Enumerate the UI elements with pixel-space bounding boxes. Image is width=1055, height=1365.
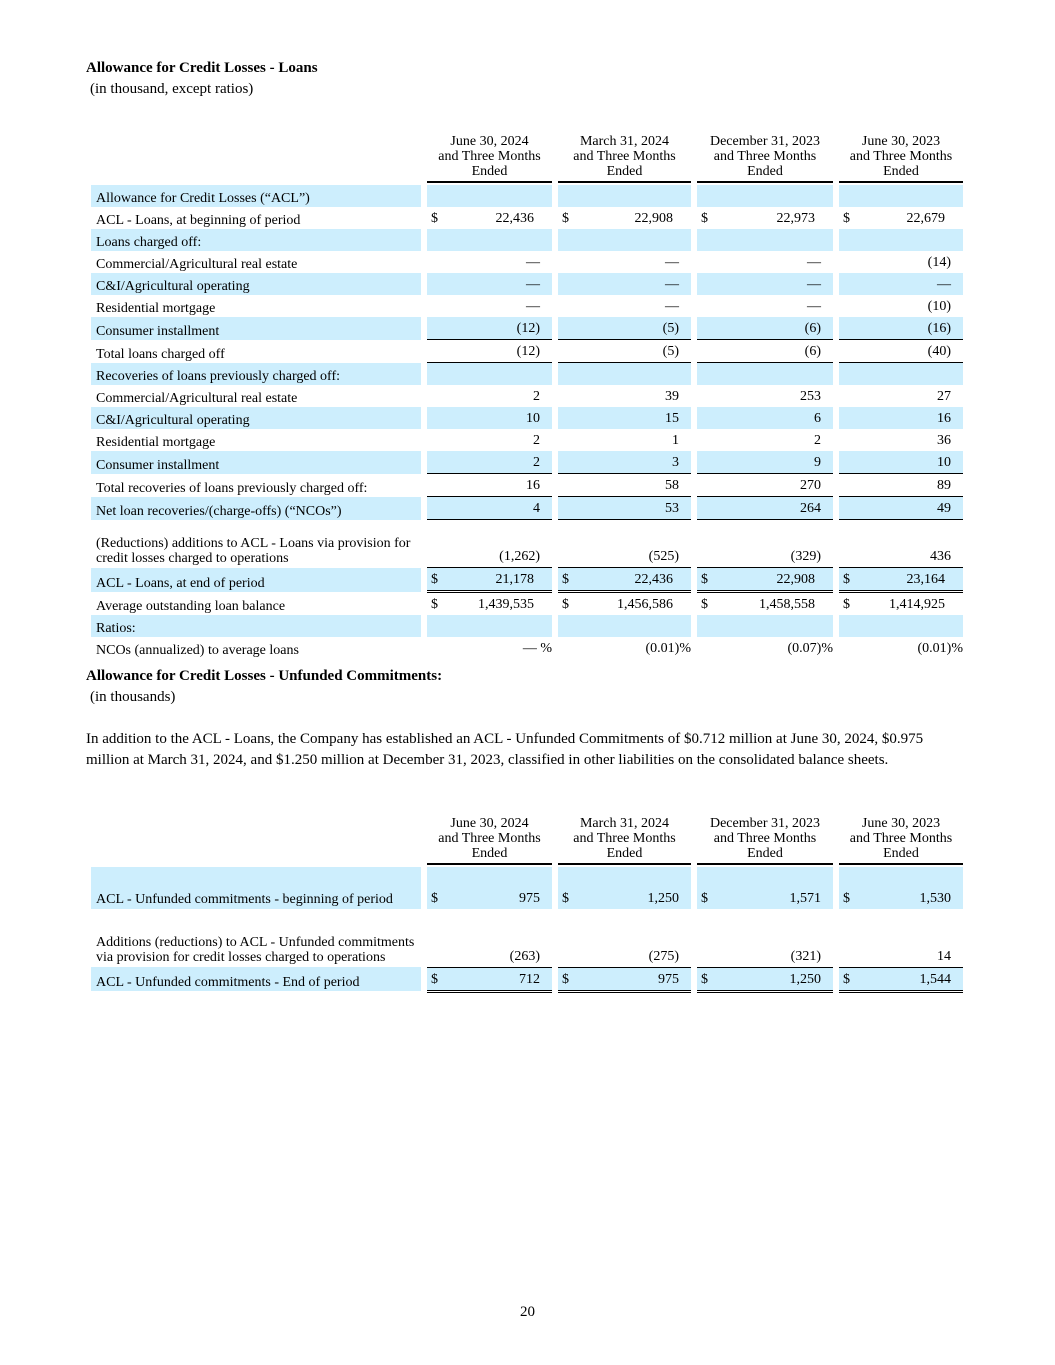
table-cell xyxy=(558,317,691,340)
cell-value: 22,908 xyxy=(776,572,815,587)
cell-value: (40) xyxy=(927,344,951,359)
acl-loans-body xyxy=(91,185,963,659)
table-row xyxy=(91,429,963,451)
table-row xyxy=(91,273,963,295)
cell-value: (6) xyxy=(804,344,821,359)
table-cell xyxy=(839,185,963,207)
cell-value: (263) xyxy=(509,948,540,964)
cell-value: — xyxy=(665,299,679,314)
cell-value: 16 xyxy=(937,411,951,426)
currency-symbol: $ xyxy=(701,211,708,226)
cell-value: 49 xyxy=(937,501,951,516)
currency-symbol: $ xyxy=(562,597,569,612)
table-row xyxy=(91,909,963,967)
section2-paragraph: In addition to the ACL - Loans, the Company has established an ACL - Unfunded Commitments of $0.712 million at June 30, 2024, $0.975 million at March 31, 2024, and $1.250 million at December 31, 2023, classified in other liabilities on the consolidated balance sheets. xyxy=(86,731,924,768)
table-cell xyxy=(558,429,691,451)
table-row xyxy=(91,340,963,363)
table-cell xyxy=(558,273,691,295)
column-header: December 31, 2023 and Three Months Ended xyxy=(697,134,833,182)
table-cell xyxy=(839,637,963,659)
row-label: Net loan recoveries/(charge-offs) (“NCOs”) xyxy=(91,497,421,520)
table-cell xyxy=(839,520,963,568)
row-label: ACL - Loans, at beginning of period xyxy=(96,213,301,228)
currency-symbol: $ xyxy=(701,891,708,906)
table-cell xyxy=(697,637,833,659)
table-row xyxy=(91,295,963,317)
table-row xyxy=(91,615,963,637)
cell-value: 975 xyxy=(658,971,679,987)
row-label: ACL - Unfunded commitments - beginning of period xyxy=(91,867,421,909)
table-cell xyxy=(558,867,691,909)
cell-value: 10 xyxy=(526,411,540,426)
table-row xyxy=(91,185,963,207)
section1-subtitle: (in thousand, except ratios) xyxy=(90,81,254,97)
cell-value: 1,544 xyxy=(919,971,951,987)
cell-value: — xyxy=(526,255,540,270)
cell-value: (12) xyxy=(516,321,540,336)
table-row xyxy=(91,385,963,407)
cell-value: (14) xyxy=(927,255,951,270)
table-cell xyxy=(558,340,691,363)
currency-symbol: $ xyxy=(562,572,569,587)
cell-value: 4 xyxy=(533,501,540,516)
cell-value: 23,164 xyxy=(906,572,945,587)
currency-symbol: $ xyxy=(843,971,850,987)
table-cell xyxy=(839,363,963,386)
table-cell xyxy=(558,474,691,497)
table-cell xyxy=(558,615,691,637)
table-row xyxy=(91,407,963,429)
table-row xyxy=(91,251,963,273)
table-cell xyxy=(839,474,963,497)
cell-value: — % xyxy=(522,641,552,656)
table-cell xyxy=(697,497,833,520)
table-cell xyxy=(697,385,833,407)
cell-value: 264 xyxy=(800,501,821,516)
table-cell xyxy=(697,251,833,273)
table-cell xyxy=(839,615,963,637)
table-cell xyxy=(558,497,691,520)
table-cell xyxy=(697,340,833,363)
currency-symbol: $ xyxy=(701,572,708,587)
currency-symbol: $ xyxy=(843,597,850,612)
table-cell xyxy=(427,967,552,991)
row-label: NCOs (annualized) to average loans xyxy=(96,643,299,658)
table-cell xyxy=(839,429,963,451)
cell-value: — xyxy=(665,255,679,270)
cell-value: (321) xyxy=(790,948,821,964)
table-cell xyxy=(427,363,552,386)
cell-value: 21,178 xyxy=(495,572,534,587)
table-cell xyxy=(558,592,691,616)
cell-value: 1,250 xyxy=(789,971,821,987)
cell-value: 22,436 xyxy=(634,572,673,587)
row-label: Residential mortgage xyxy=(96,301,216,316)
table-cell xyxy=(427,251,552,273)
table-cell xyxy=(697,592,833,616)
cell-value: 36 xyxy=(937,433,951,448)
table-cell xyxy=(697,520,833,568)
cell-value: 1,456,586 xyxy=(617,597,673,612)
table-cell xyxy=(427,474,552,497)
table-cell xyxy=(839,295,963,317)
cell-value: 9 xyxy=(814,455,821,470)
cell-value: 39 xyxy=(665,389,679,404)
cell-value: 3 xyxy=(672,455,679,470)
table-row xyxy=(91,229,963,251)
cell-value: (10) xyxy=(927,299,951,314)
table-cell xyxy=(839,207,963,229)
row-label: Additions (reductions) to ACL - Unfunded commitments via provision for credit losses charged to operations xyxy=(96,935,415,965)
cell-value: 53 xyxy=(665,501,679,516)
cell-value: 1 xyxy=(672,433,679,448)
cell-value: (5) xyxy=(662,344,679,359)
table-cell xyxy=(839,229,963,251)
cell-value: 975 xyxy=(519,891,540,906)
table-cell xyxy=(427,229,552,251)
table-cell xyxy=(558,251,691,273)
table-cell xyxy=(697,363,833,386)
column-header: June 30, 2023 and Three Months Ended xyxy=(839,134,963,182)
section2-title: Allowance for Credit Losses - Unfunded Commitments: xyxy=(86,668,443,684)
row-label: Ratios: xyxy=(91,615,421,637)
table-cell xyxy=(427,497,552,520)
table-cell xyxy=(558,407,691,429)
cell-value: 436 xyxy=(930,549,951,564)
table-cell xyxy=(697,317,833,340)
cell-value: (0.07)% xyxy=(787,641,833,656)
section2-subtitle: (in thousands) xyxy=(90,689,176,705)
cell-value: 712 xyxy=(519,971,540,987)
table-cell xyxy=(558,568,691,592)
currency-symbol: $ xyxy=(431,597,438,612)
table-cell xyxy=(558,451,691,474)
currency-symbol: $ xyxy=(431,971,438,987)
table-cell xyxy=(839,273,963,295)
table-cell xyxy=(839,967,963,991)
cell-value: 1,439,535 xyxy=(478,597,534,612)
table-cell xyxy=(427,295,552,317)
cell-value: 14 xyxy=(937,948,951,964)
cell-value: 22,436 xyxy=(495,211,534,226)
table-cell xyxy=(697,451,833,474)
cell-value: 2 xyxy=(533,433,540,448)
row-label: Total recoveries of loans previously charged off: xyxy=(96,480,368,496)
cell-value: — xyxy=(665,277,679,292)
cell-value: — xyxy=(807,255,821,270)
cell-value: (0.01)% xyxy=(645,641,691,656)
table-cell xyxy=(558,295,691,317)
table-cell xyxy=(697,207,833,229)
currency-symbol: $ xyxy=(701,971,708,987)
cell-value: 2 xyxy=(814,433,821,448)
table-cell xyxy=(697,185,833,207)
cell-value: (6) xyxy=(804,321,821,336)
row-label: Commercial/Agricultural real estate xyxy=(96,257,298,272)
row-label: ACL - Loans, at end of period xyxy=(91,568,421,592)
cell-value: 1,250 xyxy=(647,891,679,906)
table-cell xyxy=(839,867,963,909)
row-label: Commercial/Agricultural real estate xyxy=(96,391,298,406)
cell-value: (12) xyxy=(516,344,540,359)
table-cell xyxy=(427,637,552,659)
table-cell xyxy=(697,909,833,967)
cell-value: — xyxy=(937,277,951,292)
table-cell xyxy=(839,317,963,340)
section1-title: Allowance for Credit Losses - Loans xyxy=(86,60,318,76)
cell-value: (525) xyxy=(648,549,679,564)
cell-value: 1,414,925 xyxy=(889,597,945,612)
row-label: Consumer installment xyxy=(91,317,421,340)
table-cell xyxy=(839,251,963,273)
cell-value: (0.01)% xyxy=(917,641,963,656)
table-cell xyxy=(427,407,552,429)
table-row xyxy=(91,497,963,520)
table-cell xyxy=(697,429,833,451)
cell-value: (329) xyxy=(790,549,821,564)
table-cell xyxy=(697,295,833,317)
table-row xyxy=(91,317,963,340)
table-cell xyxy=(558,207,691,229)
row-label: Residential mortgage xyxy=(96,435,216,450)
cell-value: — xyxy=(807,277,821,292)
table-cell xyxy=(427,185,552,207)
acl-unfunded-table xyxy=(91,816,963,865)
currency-symbol: $ xyxy=(431,891,438,906)
cell-value: 89 xyxy=(937,478,951,493)
acl-loans-table xyxy=(91,134,963,183)
cell-value: 22,973 xyxy=(776,211,815,226)
cell-value: (275) xyxy=(648,948,679,964)
table-cell xyxy=(427,520,552,568)
acl-unfunded-body xyxy=(91,867,963,993)
table-cell xyxy=(697,407,833,429)
row-label: Total loans charged off xyxy=(96,346,225,362)
cell-value: 58 xyxy=(665,478,679,493)
currency-symbol: $ xyxy=(843,891,850,906)
column-header: March 31, 2024 and Three Months Ended xyxy=(558,134,691,182)
table-cell xyxy=(427,568,552,592)
cell-value: 2 xyxy=(533,455,540,470)
cell-value: 22,908 xyxy=(634,211,673,226)
currency-symbol: $ xyxy=(431,211,438,226)
row-label: Recoveries of loans previously charged off: xyxy=(91,363,421,386)
table-row xyxy=(91,451,963,474)
table-cell xyxy=(427,451,552,474)
table-cell xyxy=(839,385,963,407)
row-label: C&I/Agricultural operating xyxy=(91,407,421,429)
currency-symbol: $ xyxy=(562,891,569,906)
row-label: Average outstanding loan balance xyxy=(96,599,286,614)
cell-value: (5) xyxy=(662,321,679,336)
table-cell xyxy=(697,568,833,592)
column-header: June 30, 2024 and Three Months Ended xyxy=(427,816,552,864)
cell-value: 6 xyxy=(814,411,821,426)
row-label: (Reductions) additions to ACL - Loans via provision for credit losses charged to operations xyxy=(96,535,411,566)
table-cell xyxy=(697,867,833,909)
table-cell xyxy=(697,967,833,991)
currency-symbol: $ xyxy=(843,211,850,226)
table-row xyxy=(91,520,963,568)
table-row xyxy=(91,474,963,497)
table-cell xyxy=(427,317,552,340)
table-cell xyxy=(427,592,552,616)
cell-value: 270 xyxy=(800,478,821,493)
table-cell xyxy=(697,615,833,637)
table-cell xyxy=(427,273,552,295)
cell-value: — xyxy=(807,299,821,314)
table-row xyxy=(91,867,963,909)
table-row xyxy=(91,568,963,592)
table-cell xyxy=(558,229,691,251)
cell-value: — xyxy=(526,277,540,292)
table-cell xyxy=(427,340,552,363)
currency-symbol: $ xyxy=(701,597,708,612)
table-cell xyxy=(839,407,963,429)
table-cell xyxy=(839,451,963,474)
table-cell xyxy=(558,967,691,991)
cell-value: 27 xyxy=(937,389,951,404)
currency-symbol: $ xyxy=(843,572,850,587)
currency-symbol: $ xyxy=(562,211,569,226)
column-header: June 30, 2024 and Three Months Ended xyxy=(427,134,552,182)
table-cell xyxy=(558,909,691,967)
table-cell xyxy=(558,185,691,207)
table-cell xyxy=(839,340,963,363)
cell-value: (16) xyxy=(927,321,951,336)
cell-value: — xyxy=(526,299,540,314)
cell-value: 22,679 xyxy=(906,211,945,226)
row-label: Allowance for Credit Losses (“ACL”) xyxy=(91,185,421,207)
table-cell xyxy=(839,909,963,967)
table-cell xyxy=(427,867,552,909)
table-cell xyxy=(427,909,552,967)
table-cell xyxy=(558,637,691,659)
column-header: June 30, 2023 and Three Months Ended xyxy=(839,816,963,864)
cell-value: 2 xyxy=(533,389,540,404)
row-label: Loans charged off: xyxy=(91,229,421,251)
table-cell xyxy=(558,520,691,568)
row-label: C&I/Agricultural operating xyxy=(91,273,421,295)
table-cell xyxy=(427,385,552,407)
table-cell xyxy=(697,229,833,251)
table-cell xyxy=(697,273,833,295)
table-cell xyxy=(697,474,833,497)
row-label: Consumer installment xyxy=(91,451,421,474)
page-number: 20 xyxy=(520,1304,535,1320)
table-cell xyxy=(427,207,552,229)
cell-value: (1,262) xyxy=(499,549,540,564)
table-cell xyxy=(427,615,552,637)
cell-value: 16 xyxy=(526,478,540,493)
table-cell xyxy=(558,363,691,386)
cell-value: 1,571 xyxy=(789,891,821,906)
currency-symbol: $ xyxy=(562,971,569,987)
table-header-row xyxy=(91,134,963,182)
column-header: December 31, 2023 and Three Months Ended xyxy=(697,816,833,864)
table-cell xyxy=(839,568,963,592)
table-cell xyxy=(839,592,963,616)
table-cell xyxy=(427,429,552,451)
row-label: ACL - Unfunded commitments - End of period xyxy=(91,967,421,991)
table-row xyxy=(91,592,963,616)
table-row xyxy=(91,363,963,386)
table-header-row xyxy=(91,816,963,864)
table-row xyxy=(91,637,963,659)
column-header: March 31, 2024 and Three Months Ended xyxy=(558,816,691,864)
cell-value: 253 xyxy=(800,389,821,404)
table-cell xyxy=(839,497,963,520)
cell-value: 1,530 xyxy=(919,891,951,906)
cell-value: 1,458,558 xyxy=(759,597,815,612)
table-cell xyxy=(558,385,691,407)
table-row xyxy=(91,207,963,229)
table-row xyxy=(91,967,963,991)
cell-value: 15 xyxy=(665,411,679,426)
cell-value: 10 xyxy=(937,455,951,470)
currency-symbol: $ xyxy=(431,572,438,587)
